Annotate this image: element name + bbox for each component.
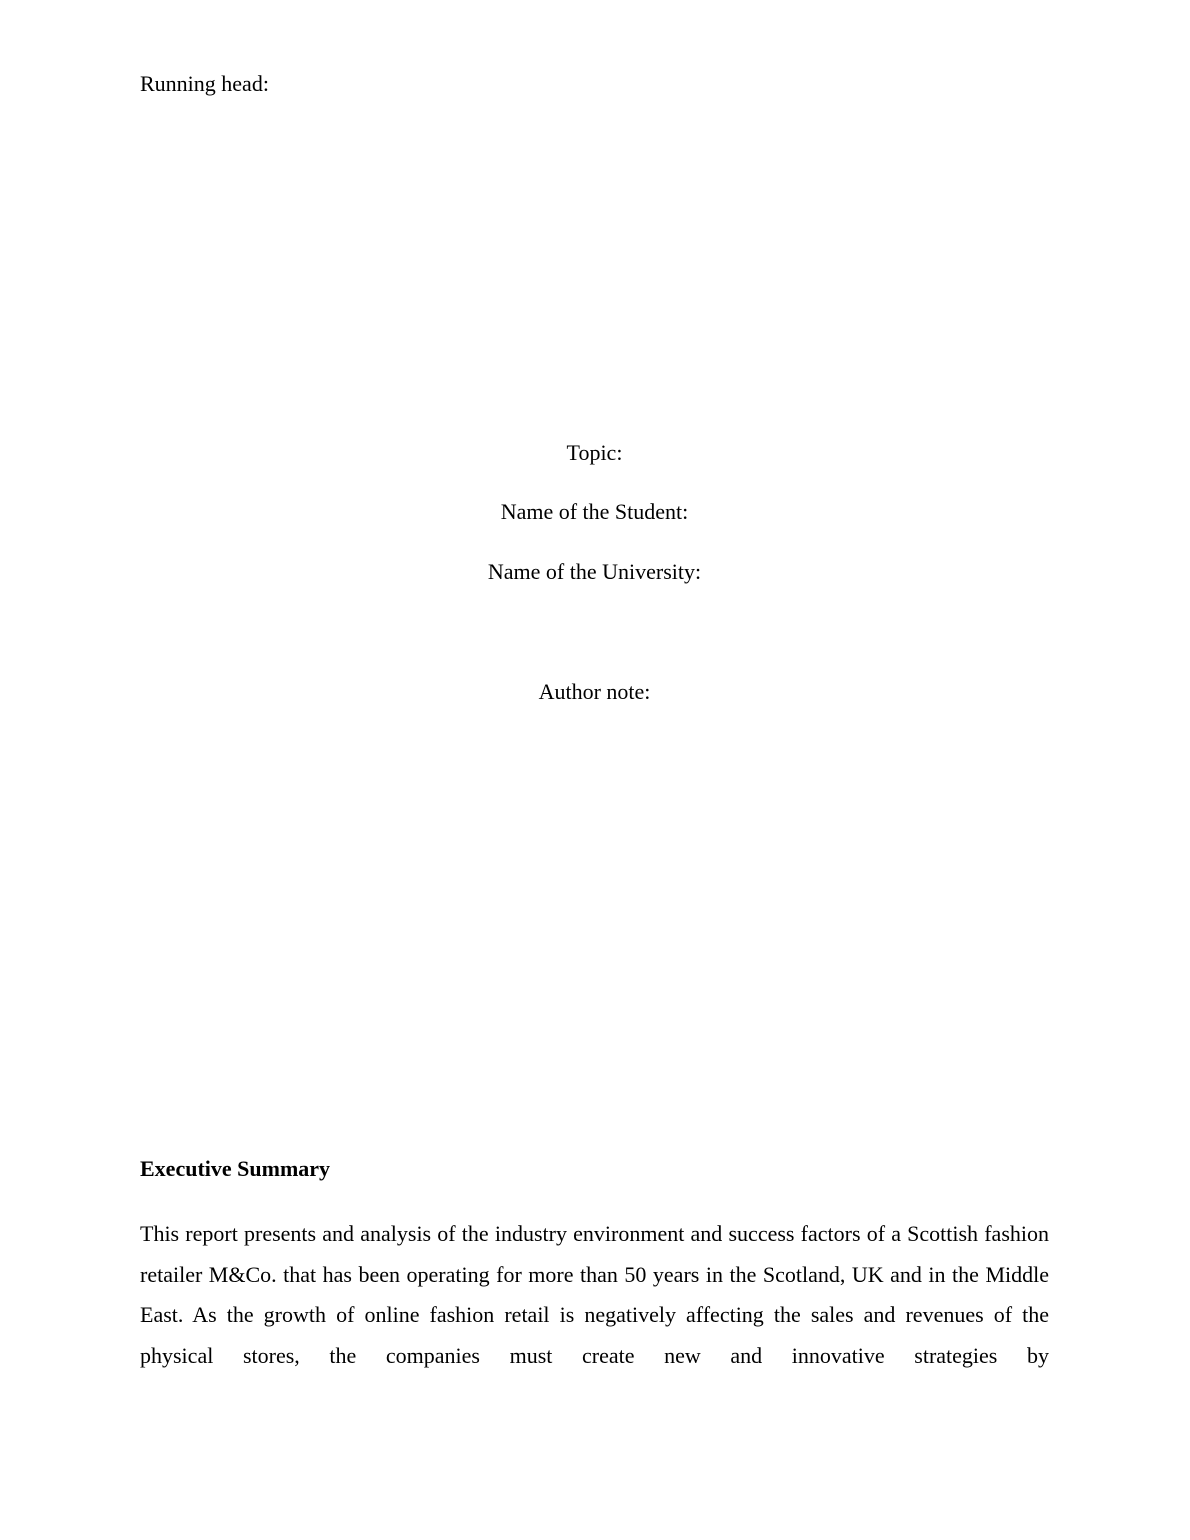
executive-summary-heading: Executive Summary (140, 1156, 331, 1181)
topic-line: Topic: (566, 440, 623, 465)
university-name-line: Name of the University: (487, 559, 702, 584)
author-note-line: Author note: (538, 679, 651, 704)
executive-summary-paragraph: This report presents and analysis of the industry environment and success factors of a Scottish fashion retailer M&Co. that has been operating for more than 50 years in the Scotland, UK and in the Middle East. As the growth of online fashion retail is negatively affecting the sales and revenues of the physical stores, the companies must create new and innovative strategies by (140, 1221, 1049, 1368)
running-head: Running head: (140, 71, 269, 96)
student-name-line: Name of the Student: (500, 499, 689, 524)
